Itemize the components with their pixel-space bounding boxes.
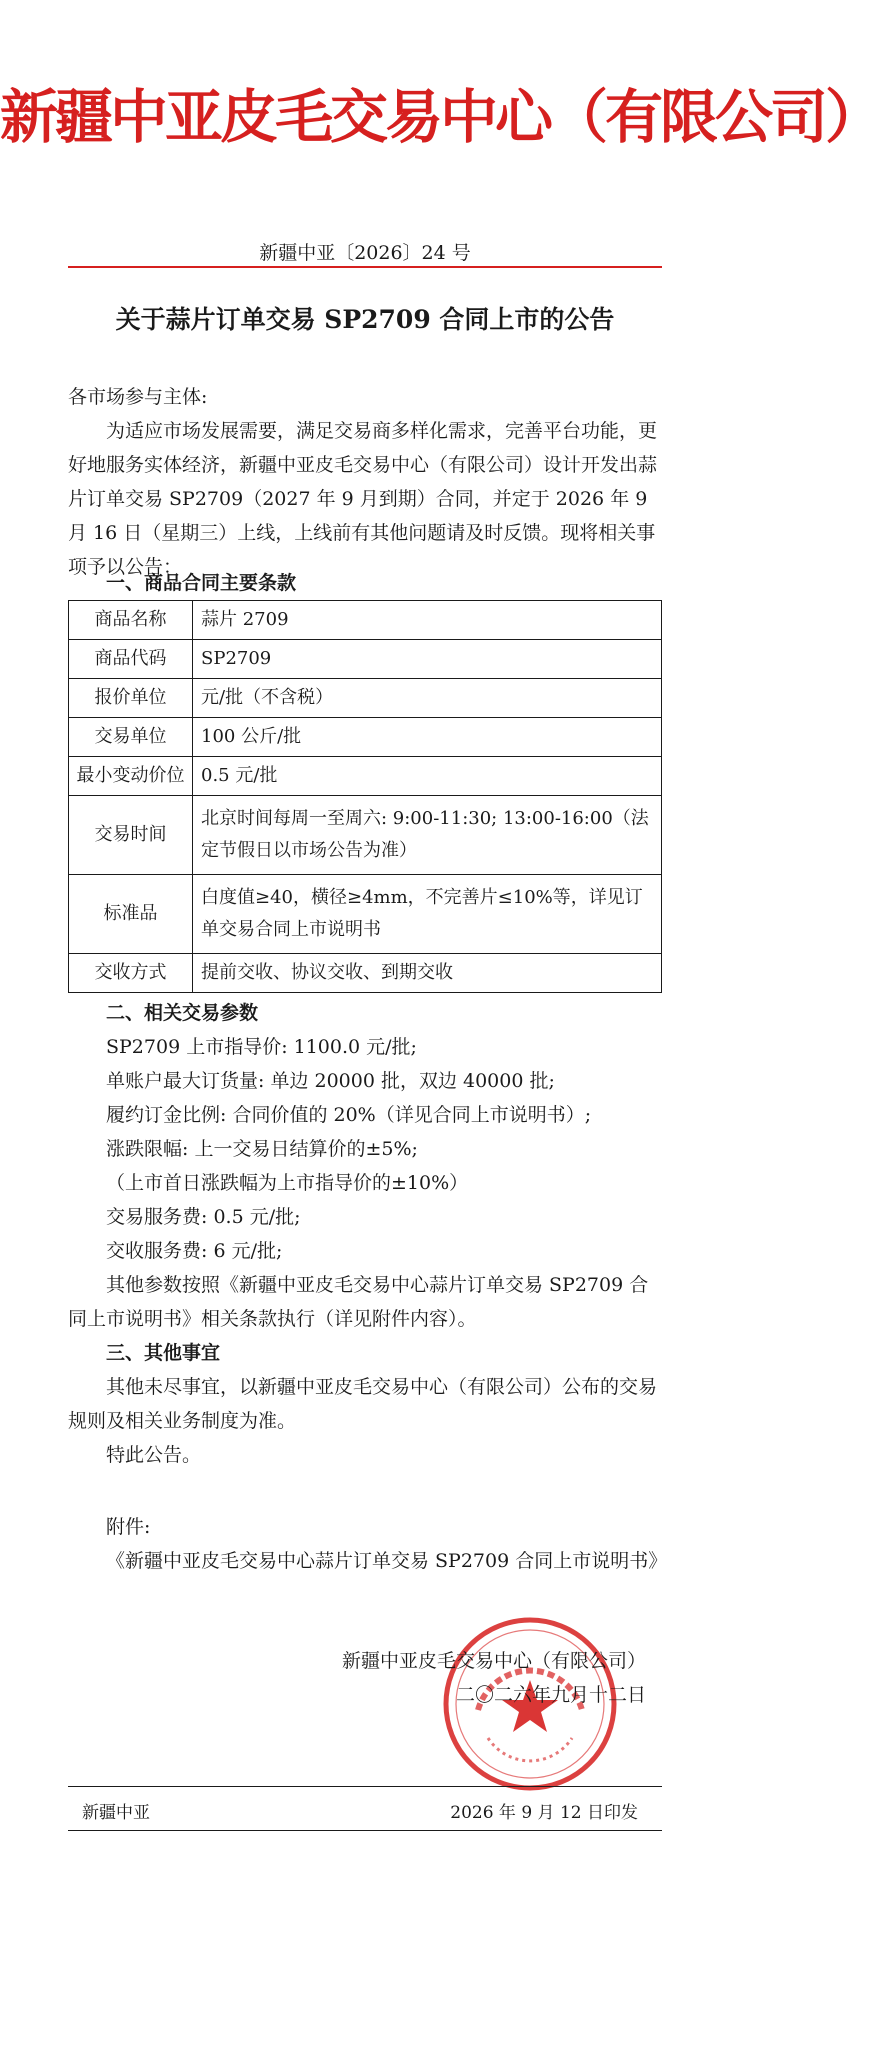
footer-print-date: 2026 年 9 月 12 日印发 bbox=[450, 1803, 638, 1823]
table-row bbox=[69, 796, 662, 875]
section-1-heading: 一、商品合同主要条款 bbox=[106, 572, 297, 594]
contract-terms-table bbox=[68, 600, 662, 993]
other-matters-paragraph: 其他未尽事宜，以新疆中亚皮毛交易中心（有限公司）公布的交易规则及相关业务制度为准。 bbox=[68, 1376, 658, 1432]
param-line: 交收服务费: 6 元/批; bbox=[106, 1240, 283, 1262]
term-key: 报价单位 bbox=[69, 679, 193, 718]
term-value: 北京时间每周一至周六: 9:00-11:30; 13:00-16:00（法定节假日以市场公告为准） bbox=[193, 796, 662, 875]
signature-org: 新疆中亚皮毛交易中心（有限公司） bbox=[342, 1650, 647, 1672]
term-value: 0.5 元/批 bbox=[193, 757, 662, 796]
term-key: 商品代码 bbox=[69, 640, 193, 679]
footer-issuer: 新疆中亚 bbox=[82, 1803, 150, 1823]
param-line: SP2709 上市指导价: 1100.0 元/批; bbox=[106, 1036, 417, 1058]
document-number: 新疆中亚〔2026〕24 号 bbox=[259, 242, 471, 264]
table-row bbox=[69, 875, 662, 954]
red-divider bbox=[68, 266, 662, 268]
masthead-org-title: 新疆中亚皮毛交易中心（有限公司） bbox=[0, 83, 880, 151]
term-value: 白度值≥40，横径≥4mm，不完善片≤10%等，详见订单交易合同上市说明书 bbox=[193, 875, 662, 954]
term-key: 商品名称 bbox=[69, 601, 193, 640]
term-key: 交易单位 bbox=[69, 718, 193, 757]
param-line: 履约订金比例: 合同价值的 20%（详见合同上市说明书）; bbox=[106, 1104, 592, 1126]
other-params-paragraph: 其他参数按照《新疆中亚皮毛交易中心蒜片订单交易 SP2709 合同上市说明书》相关条款执行（详见附件内容）。 bbox=[68, 1274, 649, 1330]
param-line: 交易服务费: 0.5 元/批; bbox=[106, 1206, 301, 1228]
table-row bbox=[69, 679, 662, 718]
param-line: 单账户最大订货量: 单边 20000 批，双边 40000 批; bbox=[106, 1070, 555, 1092]
table-row bbox=[69, 757, 662, 796]
closing-line: 特此公告。 bbox=[106, 1444, 202, 1466]
table-row bbox=[69, 640, 662, 679]
term-value: 100 公斤/批 bbox=[193, 718, 662, 757]
term-key: 交收方式 bbox=[69, 954, 193, 993]
section-2-heading: 二、相关交易参数 bbox=[106, 1002, 259, 1024]
table-row bbox=[69, 954, 662, 993]
param-line: （上市首日涨跌幅为上市指导价的±10%） bbox=[106, 1172, 469, 1194]
term-value: 蒜片 2709 bbox=[193, 601, 662, 640]
term-key: 最小变动价位 bbox=[69, 757, 193, 796]
table-row bbox=[69, 601, 662, 640]
footer-top-rule bbox=[68, 1786, 662, 1787]
term-value: SP2709 bbox=[193, 640, 662, 679]
table-row bbox=[69, 718, 662, 757]
section-3-heading: 三、其他事宜 bbox=[106, 1342, 221, 1364]
notice-title: 关于蒜片订单交易 SP2709 合同上市的公告 bbox=[115, 305, 615, 334]
attachment-name: 《新疆中亚皮毛交易中心蒜片订单交易 SP2709 合同上市说明书》 bbox=[106, 1550, 668, 1572]
footer-bottom-rule bbox=[68, 1830, 662, 1831]
salutation: 各市场参与主体: bbox=[68, 386, 208, 408]
term-value: 提前交收、协议交收、到期交收 bbox=[193, 954, 662, 993]
signature-date: 二〇二六年九月十二日 bbox=[456, 1684, 647, 1706]
term-value: 元/批（不含税） bbox=[193, 679, 662, 718]
term-key: 标准品 bbox=[69, 875, 193, 954]
param-line: 涨跌限幅: 上一交易日结算价的±5%; bbox=[106, 1138, 418, 1160]
term-key: 交易时间 bbox=[69, 796, 193, 875]
attachment-label: 附件: bbox=[106, 1516, 151, 1538]
intro-paragraph: 为适应市场发展需要，满足交易商多样化需求，完善平台功能，更好地服务实体经济，新疆中亚皮毛交易中心（有限公司）设计开发出蒜片订单交易 SP2709（2027 年 9 月到期）合同，并定于 2026 年 9 月 16 日（星期三）上线，上线前有其他问题请及时反馈。现将相关事项予以公告： bbox=[68, 420, 658, 578]
